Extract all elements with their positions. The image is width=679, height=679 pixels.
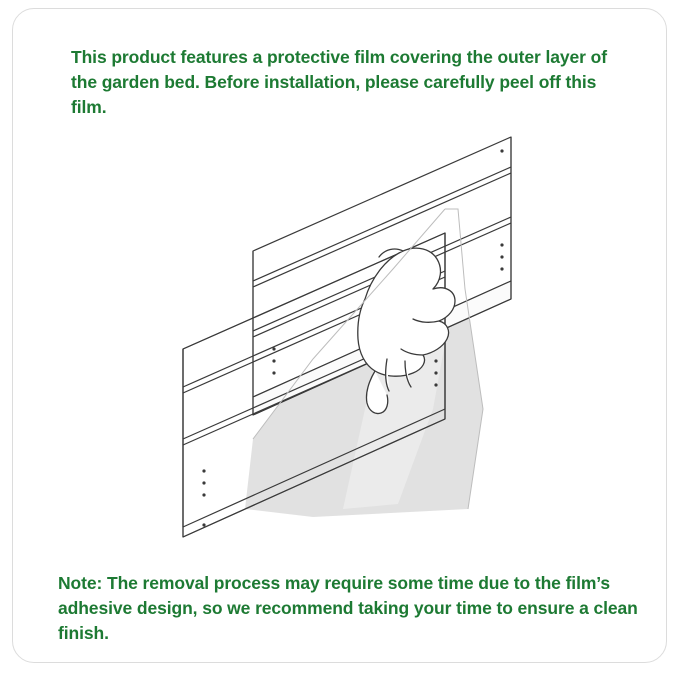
note-paragraph: Note: The removal process may require some time due to the film’s adhesive design, so we recommend taking your time to ensure a clean finish. [58,573,638,643]
instruction-card [12,8,667,663]
garden-bed-peel-illustration [13,109,667,569]
illustration-figure [13,109,667,569]
instruction-paragraph: This product features a protective film covering the outer layer of the garden bed. Before installation, please carefully peel off this film. [71,47,607,117]
